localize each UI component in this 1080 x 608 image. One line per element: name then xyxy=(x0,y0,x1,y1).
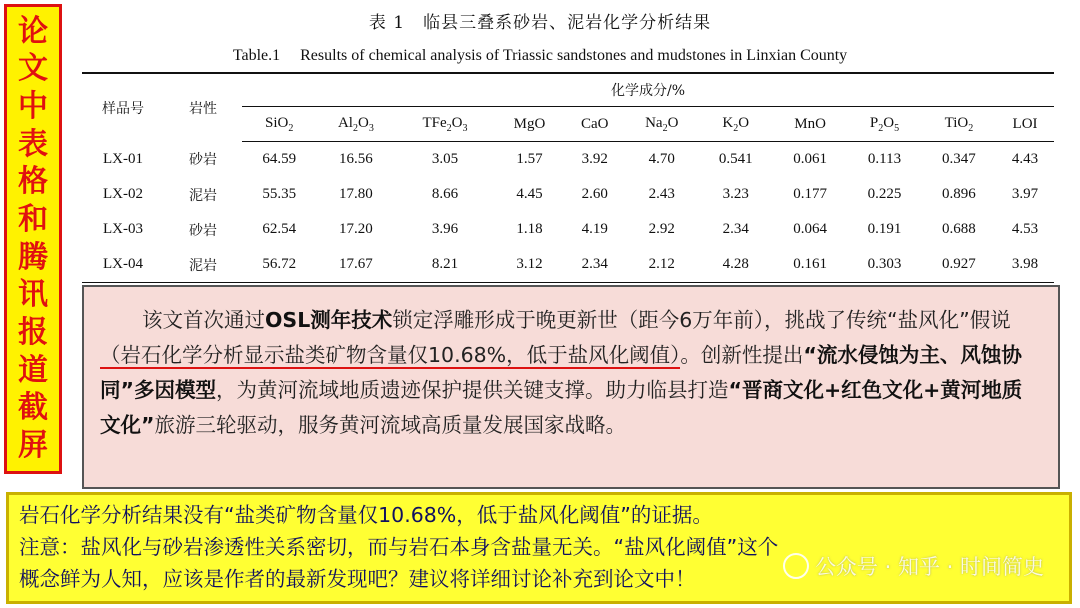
banner-char: 表 xyxy=(18,126,48,162)
cell-value: 0.541 xyxy=(718,151,753,167)
cell-value: 16.56 xyxy=(339,151,373,167)
banner-char: 论 xyxy=(18,13,48,49)
cell-value: 0.191 xyxy=(867,221,902,237)
cell-rock: 泥岩 xyxy=(189,187,217,204)
cell-value: 1.57 xyxy=(516,151,543,167)
cell-value: 0.177 xyxy=(793,186,827,202)
cell-value: 2.34 xyxy=(722,221,749,237)
watermark-text: 公众号 · 知乎 · 时间简史 xyxy=(814,555,1044,579)
cell-value: 8.66 xyxy=(431,186,459,202)
cell-sample: LX-04 xyxy=(82,247,164,283)
cell-value: 3.23 xyxy=(722,186,749,202)
cell-sample: LX-02 xyxy=(103,186,143,202)
banner-char: 屏 xyxy=(18,428,48,464)
header-component: $TFe_2O_3$ xyxy=(395,107,494,142)
cell-value: 0.064 xyxy=(793,221,827,237)
header-rock: 岩性 xyxy=(164,73,242,142)
cell-value: 3.96 xyxy=(431,221,459,237)
cell-value: 3.92 xyxy=(581,151,608,167)
watermark-logo-icon xyxy=(783,553,809,579)
excerpt-text-3: 。创新性提出 xyxy=(680,343,804,367)
cell-rock: 泥岩 xyxy=(164,247,242,283)
cell-value: 62.54 xyxy=(262,221,297,237)
cell-value: 55.35 xyxy=(262,186,297,202)
banner-char: 讯 xyxy=(18,277,48,313)
table-title-cn: 表 1 临县三叠系砂岩、泥岩化学分析结果 xyxy=(368,13,712,33)
cell-value: 0.347 xyxy=(942,151,976,167)
cell-value: 56.72 xyxy=(242,247,316,283)
cell-value: 4.53 xyxy=(1011,221,1039,237)
cell-value: 2.92 xyxy=(648,221,675,237)
cell-value: 0.113 xyxy=(867,151,902,167)
header-sample: 样品号 xyxy=(82,73,164,142)
cell-value: 3.98 xyxy=(996,247,1054,283)
table-body xyxy=(82,142,1054,283)
cell-value: 2.34 xyxy=(564,247,625,283)
cell-value: 0.303 xyxy=(847,247,921,283)
note-line-1: 岩石化学分析结果没有“盐类矿物含量仅10.68%，低于盐风化阈值”的证据。 xyxy=(19,503,713,527)
cell-value: 0.225 xyxy=(867,186,902,202)
cell-sample: LX-03 xyxy=(103,221,143,237)
cell-value: 0.927 xyxy=(922,247,996,283)
banner-char: 中 xyxy=(18,89,48,125)
excerpt-text-1: 该文首次通过 xyxy=(142,308,265,332)
cell-value: 2.12 xyxy=(625,247,698,283)
excerpt-text-5: 旅游三轮驱动，服务黄河流域高质量发展国家战略。 xyxy=(154,413,626,437)
header-component: SiO$_2$ xyxy=(242,107,316,142)
cell-value: 3.12 xyxy=(495,247,565,283)
header-component: LOI xyxy=(996,107,1054,142)
cell-value: 0.896 xyxy=(942,186,976,202)
header-component: $Na_2O$ xyxy=(625,107,698,142)
cell-value: 17.20 xyxy=(339,221,373,237)
cell-rock: 砂岩 xyxy=(189,152,217,169)
cell-value: 3.05 xyxy=(431,151,459,167)
news-excerpt-box xyxy=(82,285,1060,489)
excerpt-text-2: 锁定浮雕形成于晚更新世（距今6万年前），挑战了传统“盐风化”假说 xyxy=(392,308,1011,332)
header-composition-group: 化学成分/% xyxy=(242,73,1054,107)
excerpt-underlined-claim: （岩石化学分析显示盐类矿物含量仅10.68%，低于盐风化阈值） xyxy=(100,343,681,367)
chemical-analysis-table xyxy=(82,72,1054,283)
table-title-en: Table.1 Results of chemical analysis of Triassic sandstones and mudstones in Linxian County xyxy=(232,47,848,64)
table-row xyxy=(82,212,1054,247)
cell-value: 0.061 xyxy=(793,151,827,167)
table-row xyxy=(82,247,1054,283)
cell-value: 17.67 xyxy=(316,247,395,283)
banner-char: 腾 xyxy=(18,239,48,275)
cell-value: 2.60 xyxy=(581,186,608,202)
cell-value: 3.97 xyxy=(1011,186,1039,202)
cell-value: 64.59 xyxy=(262,151,297,167)
side-banner xyxy=(4,4,62,474)
cell-rock: 砂岩 xyxy=(189,222,217,239)
cell-value: 0.688 xyxy=(942,221,976,237)
cell-value: 0.161 xyxy=(773,247,847,283)
note-line-2: 注意：盐风化与砂岩渗透性关系密切，而与岩石本身含盐量无关。“盐风化阈值”这个 xyxy=(19,535,779,559)
banner-char: 报 xyxy=(18,315,48,351)
cell-value: 8.21 xyxy=(395,247,494,283)
cell-value: 4.43 xyxy=(1011,151,1039,167)
banner-char: 和 xyxy=(18,202,48,238)
critique-note-box xyxy=(6,492,1072,604)
cell-value: 4.28 xyxy=(699,247,773,283)
cell-value: 2.43 xyxy=(648,186,675,202)
cell-value: 17.80 xyxy=(339,186,373,202)
banner-char: 道 xyxy=(18,352,48,388)
excerpt-bold-tourism: “晋商文化+红色文化+黄河地质文化” xyxy=(100,378,1023,437)
excerpt-bold-osl: OSL测年技术 xyxy=(265,308,393,332)
banner-char: 格 xyxy=(18,164,48,200)
excerpt-text-4: ，为黄河流域地质遗迹保护提供关键支撑。助力临县打造 xyxy=(215,378,729,402)
table-row xyxy=(82,142,1054,178)
header-component: $P_2O_5$ xyxy=(847,107,921,142)
header-component: MnO xyxy=(773,107,847,142)
excerpt-bold-model: “流水侵蚀为主、风蚀协同”多因模型 xyxy=(100,343,1022,402)
header-component: MgO xyxy=(495,107,565,142)
cell-value: 4.19 xyxy=(581,221,608,237)
table-row xyxy=(82,177,1054,212)
header-component: $Al_2O_3$ xyxy=(316,107,395,142)
cell-value: 4.70 xyxy=(648,151,675,167)
watermark xyxy=(783,551,1044,581)
header-component: CaO xyxy=(564,107,625,142)
cell-sample: LX-01 xyxy=(103,150,143,167)
banner-char: 文 xyxy=(18,51,48,87)
cell-value: 1.18 xyxy=(516,221,543,237)
header-component: TiO$_2$ xyxy=(922,107,996,142)
banner-char: 截 xyxy=(18,390,48,426)
note-line-3: 概念鲜为人知，应该是作者的最新发现吧？建议将详细讨论补充到论文中！ xyxy=(19,567,696,591)
cell-value: 4.45 xyxy=(516,186,543,202)
header-component: $K_2O$ xyxy=(699,107,773,142)
